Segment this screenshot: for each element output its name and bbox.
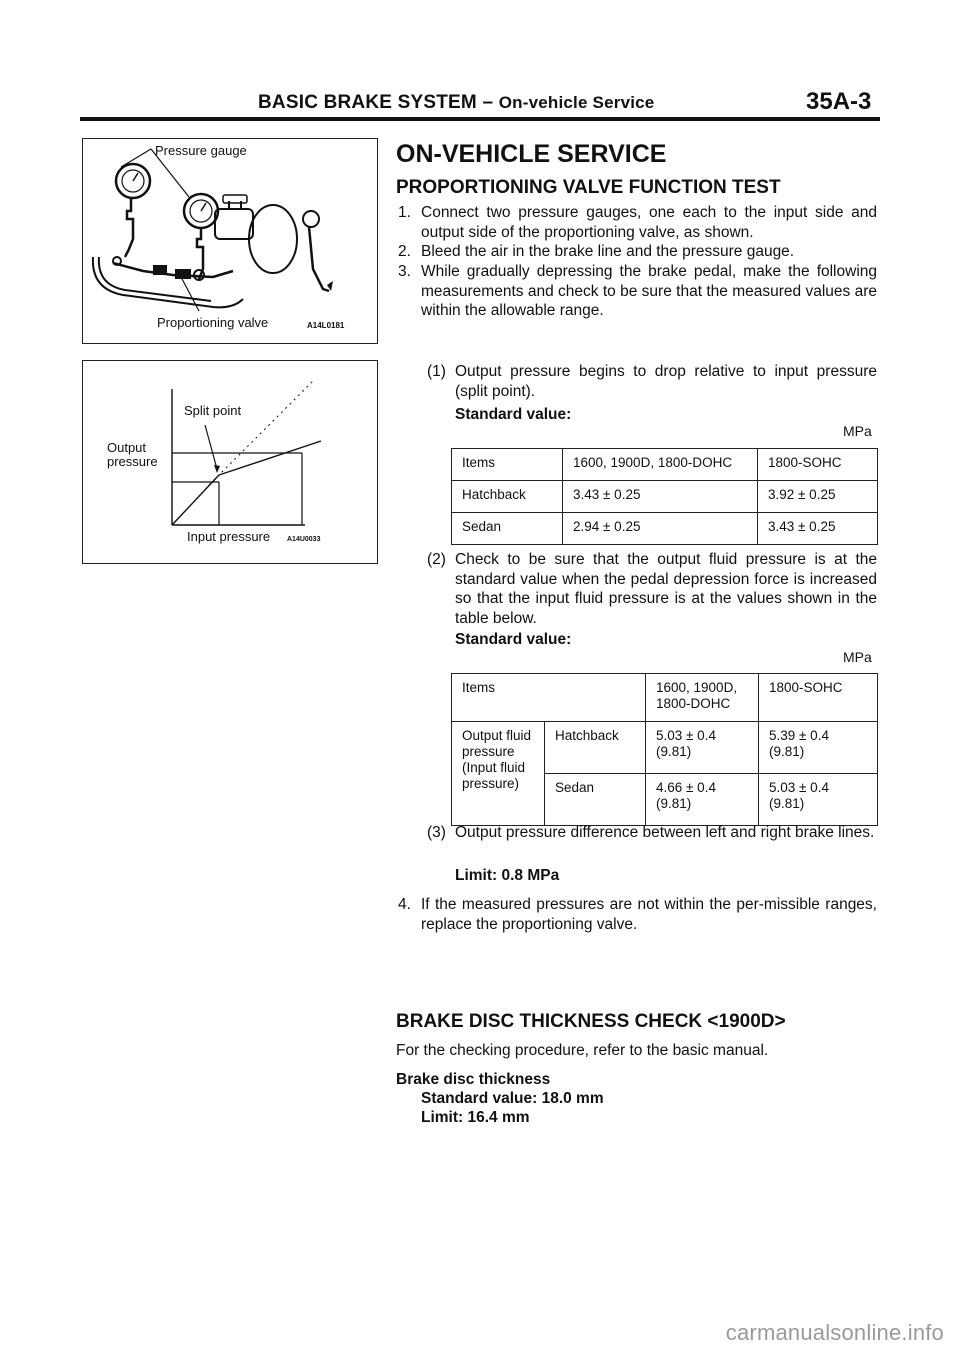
label-output-line2: pressure	[107, 454, 158, 469]
step-2-num: 2.	[398, 243, 411, 260]
figure-split-point-graph	[82, 360, 378, 564]
table-cell: 1800-SOHC	[759, 674, 878, 722]
sub-3-text: Output pressure difference between left and right brake lines.	[455, 824, 875, 841]
value-line: 5.03 ± 0.4	[656, 728, 716, 743]
table-cell	[646, 774, 759, 826]
header-rule	[80, 117, 880, 121]
table-cell	[452, 722, 545, 826]
unit-label: MPa	[843, 423, 872, 439]
step-2-text: Bleed the air in the brake line and the pressure gauge.	[421, 243, 795, 260]
standard-value-table-2	[451, 673, 878, 826]
table-cell: Hatchback	[452, 481, 563, 513]
standard-value-label-2: Standard value:	[455, 631, 572, 648]
group-line: (Input fluid	[462, 760, 526, 775]
step-3-text: While gradually depressing the brake pedal, make the following measurements and check to be sure that the measured values are within the allowable range.	[421, 263, 877, 319]
table-cell: 3.43 ± 0.25	[563, 481, 758, 513]
gauge-setup-illustration	[83, 139, 377, 343]
sub-1-num: (1)	[427, 363, 446, 380]
table-cell: 2.94 ± 0.25	[563, 513, 758, 545]
value-line: (9.81)	[769, 744, 805, 759]
step-1-num: 1.	[398, 204, 411, 221]
table-cell: Items	[452, 674, 646, 722]
page-title: ON-VEHICLE SERVICE	[396, 140, 667, 168]
sub-3-num: (3)	[427, 824, 446, 841]
table-row	[452, 513, 878, 545]
label-proportioning-valve: Proportioning valve	[157, 315, 269, 330]
table-cell: Sedan	[545, 774, 646, 826]
page-header	[258, 92, 654, 114]
table-cell: 3.43 ± 0.25	[758, 513, 878, 545]
table-cell: 3.92 ± 0.25	[758, 481, 878, 513]
value-line: 4.66 ± 0.4	[656, 780, 716, 795]
header-dash: –	[482, 92, 494, 113]
label-split-point: Split point	[184, 403, 242, 418]
label-output-line1: Output	[107, 440, 147, 455]
sub-2-num: (2)	[427, 551, 446, 568]
group-line: Output fluid	[462, 728, 532, 743]
label-output-pressure	[107, 441, 158, 469]
table-cell	[646, 722, 759, 774]
step-3-num: 3.	[398, 263, 411, 280]
table-row	[452, 449, 878, 481]
disc-limit-value: Limit: 16.4 mm	[421, 1109, 530, 1126]
label-pressure-gauge: Pressure gauge	[155, 143, 247, 158]
table-row	[452, 481, 878, 513]
value-line: 5.03 ± 0.4	[769, 780, 829, 795]
section-title: BASIC BRAKE SYSTEM	[258, 92, 477, 113]
disc-standard-value: Standard value: 18.0 mm	[421, 1090, 604, 1107]
value-line: (9.81)	[769, 796, 805, 811]
standard-value-table-1	[451, 448, 878, 545]
group-line: pressure)	[462, 776, 520, 791]
unit-label-2: MPa	[843, 649, 872, 665]
disc-thickness-label: Brake disc thickness	[396, 1071, 551, 1088]
table-cell: Sedan	[452, 513, 563, 545]
table-cell: Hatchback	[545, 722, 646, 774]
figure-code: A14L0181	[307, 321, 345, 330]
value-line: (9.81)	[656, 796, 692, 811]
standard-value-label: Standard value:	[455, 406, 572, 423]
page-number: 35A-3	[806, 88, 872, 115]
table-cell: Items	[452, 449, 563, 481]
disc-section-text: For the checking procedure, refer to the basic manual.	[396, 1042, 769, 1059]
table-cell: 1600, 1900D, 1800-DOHC	[563, 449, 758, 481]
watermark: carmanualsonline.info	[725, 1320, 944, 1345]
header-line: 1600, 1900D,	[656, 680, 738, 695]
table-cell	[759, 722, 878, 774]
step-1-text: Connect two pressure gauges, one each to the input side and output side of the proportioning valve, as shown.	[421, 204, 877, 241]
subsection-title: On-vehicle Service	[498, 93, 655, 112]
step-4-text: If the measured pressures are not within the per-missible ranges, replace the proportioning valve.	[421, 896, 877, 933]
figure-code: A14U0033	[287, 536, 321, 543]
disc-section-heading: BRAKE DISC THICKNESS CHECK <1900D>	[396, 1011, 786, 1032]
table-cell	[759, 774, 878, 826]
table-cell: 1800-SOHC	[758, 449, 878, 481]
section-heading: PROPORTIONING VALVE FUNCTION TEST	[396, 177, 781, 198]
limit-value: Limit: 0.8 MPa	[455, 867, 560, 884]
table-row	[452, 674, 878, 722]
value-line: (9.81)	[656, 744, 692, 759]
figure-gauge-setup	[82, 138, 378, 344]
step-4-num: 4.	[398, 896, 411, 913]
sub-1-text: Output pressure begins to drop relative to input pressure (split point).	[455, 363, 877, 400]
table-cell	[646, 674, 759, 722]
header-line: 1800-DOHC	[656, 696, 731, 711]
sub-2-text: Check to be sure that the output fluid pressure is at the standard value when the pedal depression force is increased so that the input fluid pressure is at the values shown in the table below.	[455, 551, 877, 627]
value-line: 5.39 ± 0.4	[769, 728, 829, 743]
table-row	[452, 722, 878, 774]
label-input-pressure: Input pressure	[187, 529, 271, 544]
group-line: pressure	[462, 744, 515, 759]
